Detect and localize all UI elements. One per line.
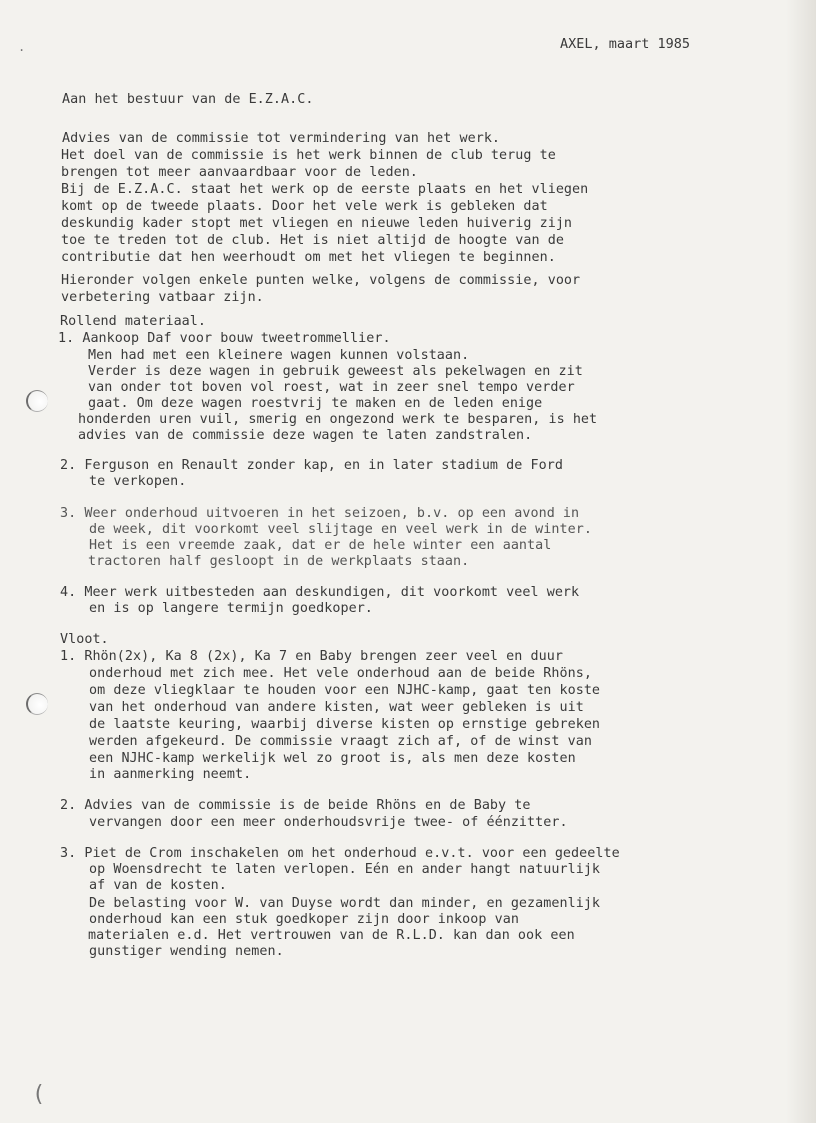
list-item-line: vervangen door een meer onderhoudsvrije twee- of éénzitter. — [89, 815, 568, 830]
list-item-line: werden afgekeurd. De commissie vraagt zich af, of de winst van — [89, 734, 592, 749]
list-item-line: om deze vliegklaar te houden voor een NJHC-kamp, gaat ten koste — [89, 683, 601, 698]
list-item-line: De belasting voor W. van Duyse wordt dan minder, en gezamenlijk — [89, 896, 601, 911]
list-item-line: materialen e.d. Het vertrouwen van de R.L.D. kan dan ook een — [88, 928, 575, 943]
list-item-line: 4. Meer werk uitbesteden aan deskundigen, dit voorkomt veel werk — [60, 585, 580, 600]
list-item-line: 1. Aankoop Daf voor bouw tweetrommellier. — [58, 331, 391, 346]
list-item-line: gaat. Om deze wagen roestvrij te maken en de leden enige — [88, 396, 543, 411]
list-item-line: de laatste keuring, waarbij diverse kisten op ernstige gebreken — [89, 717, 601, 732]
intro-line: Het doel van de commissie is het werk binnen de club terug te — [61, 148, 556, 163]
list-item-line: 2. Ferguson en Renault zonder kap, en in later stadium de Ford — [60, 458, 563, 473]
list-item-line: honderden uren vuil, smerig en ongezond werk te besparen, is het — [78, 412, 598, 427]
lead-line: Hieronder volgen enkele punten welke, volgens de commissie, voor — [61, 273, 581, 288]
list-item-line: en is op langere termijn goedkoper. — [89, 601, 373, 616]
list-item-line: Het is een vreemde zaak, dat er de hele winter een aantal — [89, 538, 552, 553]
intro-line: contributie dat hen weerhoudt om met het vliegen te beginnen. — [61, 250, 556, 265]
list-item-line: 2. Advies van de commissie is de beide Rhöns en de Baby te — [60, 798, 531, 813]
margin-pencil-mark: ( — [32, 1082, 46, 1107]
list-item-line: op Woensdrecht te laten verlopen. Eén en ander hangt natuurlijk — [89, 862, 601, 877]
list-item-line: af van de kosten. — [89, 878, 227, 893]
margin-speck: . — [18, 40, 26, 54]
intro-line: toe te treden tot de club. Het is niet altijd de hoogte van de — [61, 233, 564, 248]
lead-line: verbetering vatbaar zijn. — [61, 290, 264, 305]
section-heading-vloot: Vloot. — [60, 632, 109, 647]
list-item-line: te verkopen. — [89, 474, 187, 489]
list-item-line: onderhoud met zich mee. Het vele onderhoud aan de beide Rhöns, — [89, 666, 592, 681]
intro-line: deskundig kader stopt met vliegen en nieuwe leden huiverig zijn — [61, 216, 573, 231]
page-edge-shadow — [786, 0, 816, 1123]
intro-line: Advies van de commissie tot vermindering van het werk. — [62, 131, 501, 146]
list-item-line: 1. Rhön(2x), Ka 8 (2x), Ka 7 en Baby brengen zeer veel en duur — [60, 649, 563, 664]
list-item-line: de week, dit voorkomt veel slijtage en veel werk in de winter. — [89, 522, 592, 537]
addressee-line: Aan het bestuur van de E.Z.A.C. — [62, 92, 314, 107]
section-heading-rollend-materiaal: Rollend materiaal. — [60, 314, 207, 329]
list-item-line: een NJHC-kamp werkelijk wel zo groot is, als men deze kosten — [89, 751, 576, 766]
list-item-line: in aanmerking neemt. — [89, 767, 252, 782]
list-item-line: advies van de commissie deze wagen te laten zandstralen. — [78, 428, 533, 443]
intro-line: Bij de E.Z.A.C. staat het werk op de eerste plaats en het vliegen — [61, 182, 589, 197]
letter-date: AXEL, maart 1985 — [560, 36, 691, 52]
list-item-line: Verder is deze wagen in gebruik geweest als pekelwagen en zit — [88, 364, 583, 379]
list-item-line: tractoren half gesloopt in de werkplaats staan. — [88, 554, 470, 569]
list-item-line: van onder tot boven vol roest, wat in zeer snel tempo verder — [88, 380, 575, 395]
punch-hole-top — [26, 390, 48, 412]
list-item-line: gunstiger wending nemen. — [89, 944, 284, 959]
list-item-line: Men had met een kleinere wagen kunnen volstaan. — [88, 348, 470, 363]
list-item-line: onderhoud kan een stuk goedkoper zijn door inkoop van — [89, 912, 519, 927]
punch-hole-bottom — [26, 693, 48, 715]
intro-line: brengen tot meer aanvaardbaar voor de leden. — [61, 165, 418, 180]
list-item-line: van het onderhoud van andere kisten, wat weer gebleken is uit — [89, 700, 584, 715]
list-item-line: 3. Piet de Crom inschakelen om het onderhoud e.v.t. voor een gedeelte — [60, 846, 620, 861]
list-item-line: 3. Weer onderhoud uitvoeren in het seizoen, b.v. op een avond in — [60, 506, 580, 521]
intro-line: komt op de tweede plaats. Door het vele werk is gebleken dat — [61, 199, 548, 214]
